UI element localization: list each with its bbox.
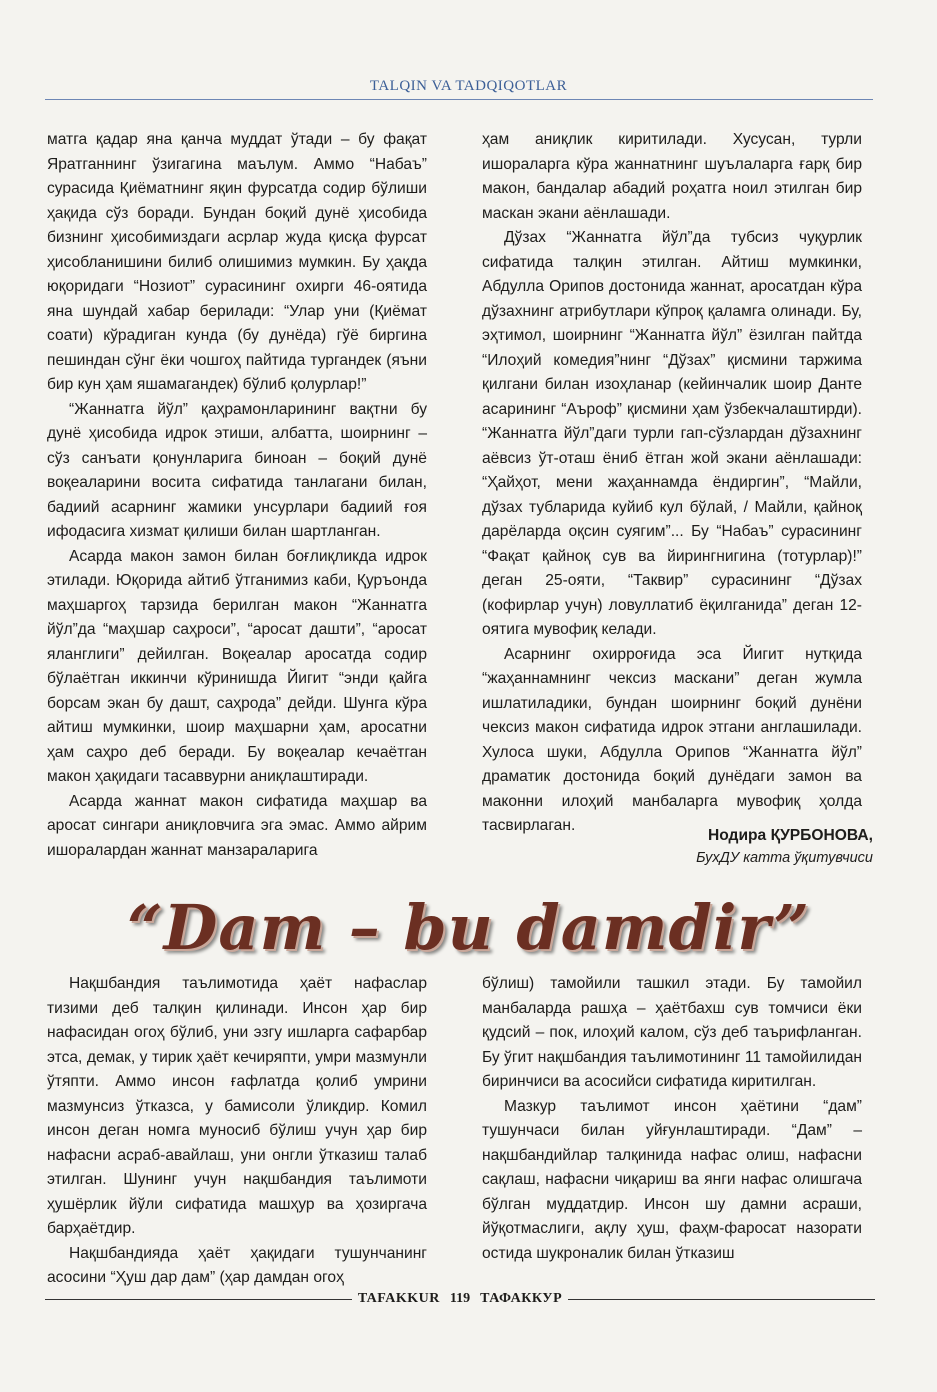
footer-journal-latin: TAFAKKUR: [357, 1291, 440, 1306]
page-number: 119: [449, 1291, 471, 1306]
footer-journal-cyrillic: ТАФАККУР: [480, 1291, 563, 1306]
paragraph: Нақшбандия таълимотида ҳаёт нафаслар тизими деб талқин қилинади. Инсон ҳар бир нафасидан огоҳ бўлиб, уни эзгу ишларга сафарбар этса, демак, у тирик ҳаёт кечиряпти, умри мазмунли ўтяпти. Аммо инсон ғафлатда қолиб умрини мазмунсиз ўтказса, у бамисоли ўликдир. Комил инсон деган номга муносиб бўлиш учун ҳар бир нафасни асраб-авайлаш, уни онгли ўтказиш талаб этилган. Шунинг учун нақшбандия таълимоти ҳушёрлик йўли сифатида машҳур ва ҳозиргача барҳаётдир.: [47, 975, 427, 1237]
paragraph: Асарнинг охирроғида эса Йигит нутқида “жаҳаннамнинг чексиз маскани” деган жумла ишлатиладики, бундан шоирнинг боқий дунёни чексиз макон сифатида идрок этгани англашилади. Хулоса шуки, Абдулла Орипов “Жаннатга йўл” драматик достонида боқий дунёдаги замон ва маконни илоҳий манбаларга мувофиқ ҳолда тасвирлаган.: [482, 645, 862, 834]
author-name: Нодира ҚУРБОНОВА,: [707, 827, 873, 844]
header-rule: [45, 99, 873, 100]
paragraph: бўлиш) тамойили ташкил этади. Бу тамойил манбаларда рашҳа – ҳаётбахш сув томчиси ёки қудсий – пок, илоҳий калом, сўз деб таърифланган. Бу ўгит нақшбандия таълимотининг 11 тамойилидан биринчиси ва асосийси сифатида киритилган.: [482, 975, 862, 1090]
footer-rule-left: [45, 1299, 352, 1300]
paragraph: Асарда макон замон билан боғлиқликда идрок этилади. Юқорида айтиб ўтганимиз каби, Қуръонда маҳшаргоҳ тарзида берилган макон “Жаннатга йўл”да “маҳшар саҳроси”, “аросат дашти”, “аросат яланглиги” дейилган. Воқеалар аросатда содир бўлаётган иккинчи кўринишда Йигит “энди қайга борсам экан бу дашт, саҳрода” дейди. Шунга кўра айтиш мумкинки, шоир маҳшарни ҳам, аросатни ҳам саҳро деб беради. Бу воқеалар кечаётган макон ҳақидаги тасаввурни аниқлаштиради.: [47, 547, 427, 785]
column-top-left: [47, 128, 427, 863]
author-role: БухДУ катта ўқитувчиси: [696, 850, 873, 866]
page-footer: [45, 1291, 875, 1307]
paragraph: Нақшбандияда ҳаёт ҳақидаги тушунчанинг асосини “Ҳуш дар дам” (ҳар дамдан огоҳ: [47, 1244, 427, 1286]
paragraph: Асарда жаннат макон сифатида маҳшар ва аросат сингари аниқловчига эга эмас. Аммо айрим ишоралардан жаннат манзараларига: [47, 792, 427, 859]
column-top-right: [482, 128, 862, 839]
column-bottom-right: [482, 972, 862, 1266]
author-signature: [696, 824, 873, 868]
column-bottom-left: [47, 972, 427, 1291]
paragraph: “Жаннатга йўл” қаҳрамонларининг вақтни бу дунё ҳисобида идрок этиши, албатта, шоирнинг – сўз санъати қонунларига биноан – боқий дунё воқеаларини восита сифатида танлагани билан, бадиий асарнинг жамики унсурлари бадиий ғоя ифодасига хизмат қилиши билан шартланган.: [47, 400, 427, 540]
paragraph: ҳам аниқлик киритилади. Хусусан, турли ишораларга кўра жаннатнинг шуълаларга ғарқ бир макон, бандалар абадий роҳатга ноил этилган бир маскан экани аёнлашади.: [482, 131, 862, 222]
running-header: TALQIN VA TADQIQOTLAR: [369, 78, 568, 94]
article-title: “Dam – bu damdir”: [126, 891, 810, 964]
footer-rule-right: [568, 1299, 875, 1300]
paragraph: матга қадар яна қанча муддат ўтади – бу фақат Яратганнинг ўзигагина маълум. Аммо “Набаъ” сурасида Қиёматнинг яқин фурсатда содир бўлиши ҳақида сўз боради. Бундан боқий дунё ҳисобида бизнинг ҳисобимиздаги асрлар жуда қисқа фурсат ҳисобланишини билиб олишимиз мумкин. Бу ҳақда юқоридаги “Нозиот” сурасининг охирги 46-оятида яна шундай хабар берилади: “Улар уни (Қиёмат соати) кўрадиган кунда (бу дунёда) гўё биргина пешиндан сўнг ёки чошгоҳ пайтида тургандек (яъни бир кун ҳам яшамагандек) бўлиб қолурлар!”: [47, 131, 427, 393]
paragraph: Дўзах “Жаннатга йўл”да тубсиз чуқурлик сифатида талқин этилган. Айтиш мумкинки, Абдулла Орипов достонида жаннат, аросатдан кўра дўзахнинг атрибутлари кўпроқ қаламга олинади. Бу, эҳтимол, шоирнинг “Жаннатга йўл” ёзилган пайтда “Илоҳий комедия”нинг “Дўзах” қисмини таржима қилгани билан изоҳланар (кейинчалик шоир Данте асарининг “Аъроф” қисмини ҳам ўзбекчалаштирди). “Жаннатга йўл”даги турли гап-сўзлардан дўзахнинг аёвсиз ўт-оташ ёниб ётган жой экани аёнлашади: “Ҳайҳот, мени жаҳаннамда ёндиргин”, “Майли, дўзах тубларида куйиб кул бўлай, / Майли, қайноқ дарёларда оқсин суягим”... Бу “Набаъ” сурасининг “Фақат қайноқ сув ва йирингнигина (тотурлар)!” деган 25-ояти, “Таквир” сурасининг “Дўзах (кофирлар учун) ловуллатиб ёқилганида” деган 12-оятига мувофиқ келади.: [482, 229, 862, 638]
paragraph: Мазкур таълимот инсон ҳаётини “дам” тушунчаси билан уйғунлаштиради. “Дам” – нақшбандийлар талқинида нафас олиш, нафасни сақлаш, нафасни чиқариш ва янги нафас олишгача бўлган муддатдир. Инсон шу дамни асраши, йўқотмаслиги, ақлу ҳуш, фаҳм-фаросат назорати остида шукроналик билан ўтказиш: [482, 1097, 862, 1262]
